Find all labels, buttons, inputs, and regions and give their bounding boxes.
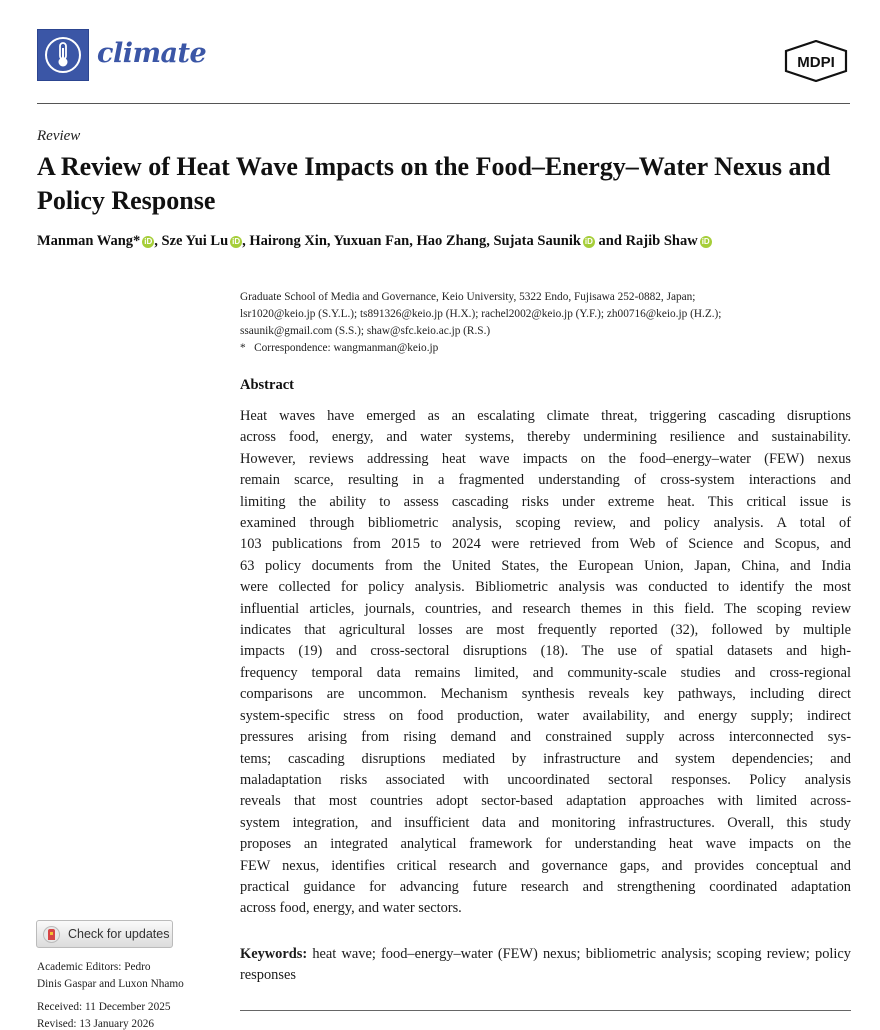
author-name[interactable]: Hairong Xin [249, 233, 327, 249]
abstract-line: across food, energy, and water systems, thereby undermining resilience and sustainability. [240, 429, 851, 446]
journal-logo [37, 29, 89, 81]
thermometer-icon [38, 30, 88, 80]
abstract-line: 103 publications from 2015 to 2024 were retrieved from Web of Science and Scopus, and [240, 536, 851, 553]
publisher-logo[interactable] [783, 40, 849, 82]
abstract-line: pressures arising from rising demand and constrained supply across interconnected sys- [240, 729, 851, 746]
bottom-divider [240, 1010, 851, 1011]
orcid-icon[interactable]: iD [584, 237, 593, 246]
abstract-line: tems; cascading disruptions mediated by infrastructure and system dependencies; and [240, 750, 851, 767]
article-type: Review [37, 128, 81, 144]
abstract-line: limiting the ability to assess cascading risks under extreme heat. This critical issue is [240, 493, 851, 510]
keywords-text: heat wave; food–energy–water (FEW) nexus; bibliometric analysis; scoping review; policy responses [240, 946, 851, 984]
author-name[interactable]: Hao Zhang [416, 233, 487, 249]
author-separator: , [242, 233, 250, 249]
editors-line: Academic Editors: Pedro [37, 961, 151, 973]
publisher-logo-text: MDPI [797, 54, 835, 71]
abstract-line: maladaptation risks associated with uncoordinated sectoral responses. Policy analysis [240, 771, 851, 788]
journal-name[interactable]: climate [97, 38, 207, 69]
author-separator: and [594, 233, 626, 249]
abstract-heading: Abstract [240, 377, 294, 393]
abstract-body [240, 406, 851, 920]
abstract-line: FEW nexus, identifies critical research and governance gaps, and provides conceptual and [240, 857, 851, 874]
academic-editors [37, 959, 217, 993]
abstract-line: impacts (19) and cross-sectoral disruptions (18). The use of spatial datasets and high- [240, 643, 851, 660]
received-date: Received: 11 December 2025 [37, 1001, 171, 1013]
author-separator: , [409, 233, 417, 249]
correspondence: * Correspondence: wangmanman@keio.jp [240, 342, 439, 354]
abstract-line: reveals that most countries adopt sector-based adaptation approaches with limited across- [240, 793, 851, 810]
affiliations [240, 289, 840, 357]
corresponding-mark: * [133, 233, 141, 249]
editors-line: Dinis Gaspar and Luxon Nhamo [37, 978, 184, 990]
orcid-icon[interactable]: iD [701, 237, 710, 246]
keywords [240, 944, 851, 987]
orcid-icon[interactable]: iD [232, 237, 241, 246]
abstract-line: examined through bibliometric analysis, scoping review, and policy analysis. A total of [240, 515, 851, 532]
author-name[interactable]: Manman Wang [37, 233, 134, 249]
affiliation-line: lsr1020@keio.jp (S.Y.L.); ts891326@keio.jp (H.X.); rachel2002@keio.jp (Y.F.); zh00716@keio.jp (H.Z.); [240, 308, 722, 320]
orcid-icon[interactable]: iD [144, 237, 153, 246]
abstract-line: remain scarce, resulting in a fragmented understanding of cross-system interactions and [240, 472, 851, 489]
abstract-line: system integration, and insufficient data and monitoring infrastructures. Overall, this study [240, 814, 851, 831]
author-name[interactable]: Sze Yui Lu [161, 233, 229, 249]
author-separator: , [326, 233, 334, 249]
article-title: A Review of Heat Wave Impacts on the Food–Energy–Water Nexus and Policy Response [37, 152, 831, 215]
abstract-line: indicates that agricultural losses are most frequently reported (32), followed by multiple [240, 622, 851, 639]
abstract-line: However, reviews addressing heat wave impacts on the food–energy–water (FEW) nexus [240, 450, 851, 467]
check-for-updates-label: Check for updates [68, 927, 170, 941]
author-name[interactable]: Sujata Saunik [493, 233, 581, 249]
abstract-line: were collected for policy analysis. Bibliometric analysis was conducted to identify the most [240, 579, 851, 596]
author-name[interactable]: Yuxuan Fan [333, 233, 410, 249]
header-divider [37, 103, 850, 104]
abstract-line: Heat waves have emerged as an escalating climate threat, triggering cascading disruptions [240, 408, 851, 424]
affiliation-line: Graduate School of Media and Governance, Keio University, 5322 Endo, Fujisawa 252-0882, Japan; [240, 291, 696, 303]
abstract-line: across food, energy, and water sectors. [240, 900, 462, 917]
bookmark-icon [43, 926, 60, 943]
abstract-line: proposes an integrated analytical framework for understanding heat wave impacts on the [240, 836, 851, 853]
check-for-updates-button[interactable] [36, 920, 173, 948]
keywords-label: Keywords: [240, 946, 308, 962]
author-name[interactable]: Rajib Shaw [625, 233, 698, 249]
abstract-line: comparisons are uncommon. Mechanism synthesis reveals key pathways, including direct [240, 686, 851, 703]
abstract-line: system-specific stress on food production, water availability, and energy supply; indirect [240, 707, 851, 724]
abstract-line: frequency temporal data remains limited, and community-scale studies and cross-regional [240, 664, 851, 681]
author-separator: , [154, 233, 162, 249]
abstract-line: practical guidance for advancing future research and strengthening coordinated adaptation [240, 878, 851, 895]
author-separator: , [486, 233, 494, 249]
abstract-line: 63 policy documents from the United States, the European Union, Japan, China, and India [240, 557, 851, 574]
abstract-line: influential articles, journals, countries, and research themes in this field. The scoping review [240, 600, 851, 617]
affiliation-line: ssaunik@gmail.com (S.S.); shaw@sfc.keio.ac.jp (R.S.) [240, 325, 491, 337]
revised-date: Revised: 13 January 2026 [37, 1018, 155, 1030]
author-list [37, 233, 857, 250]
